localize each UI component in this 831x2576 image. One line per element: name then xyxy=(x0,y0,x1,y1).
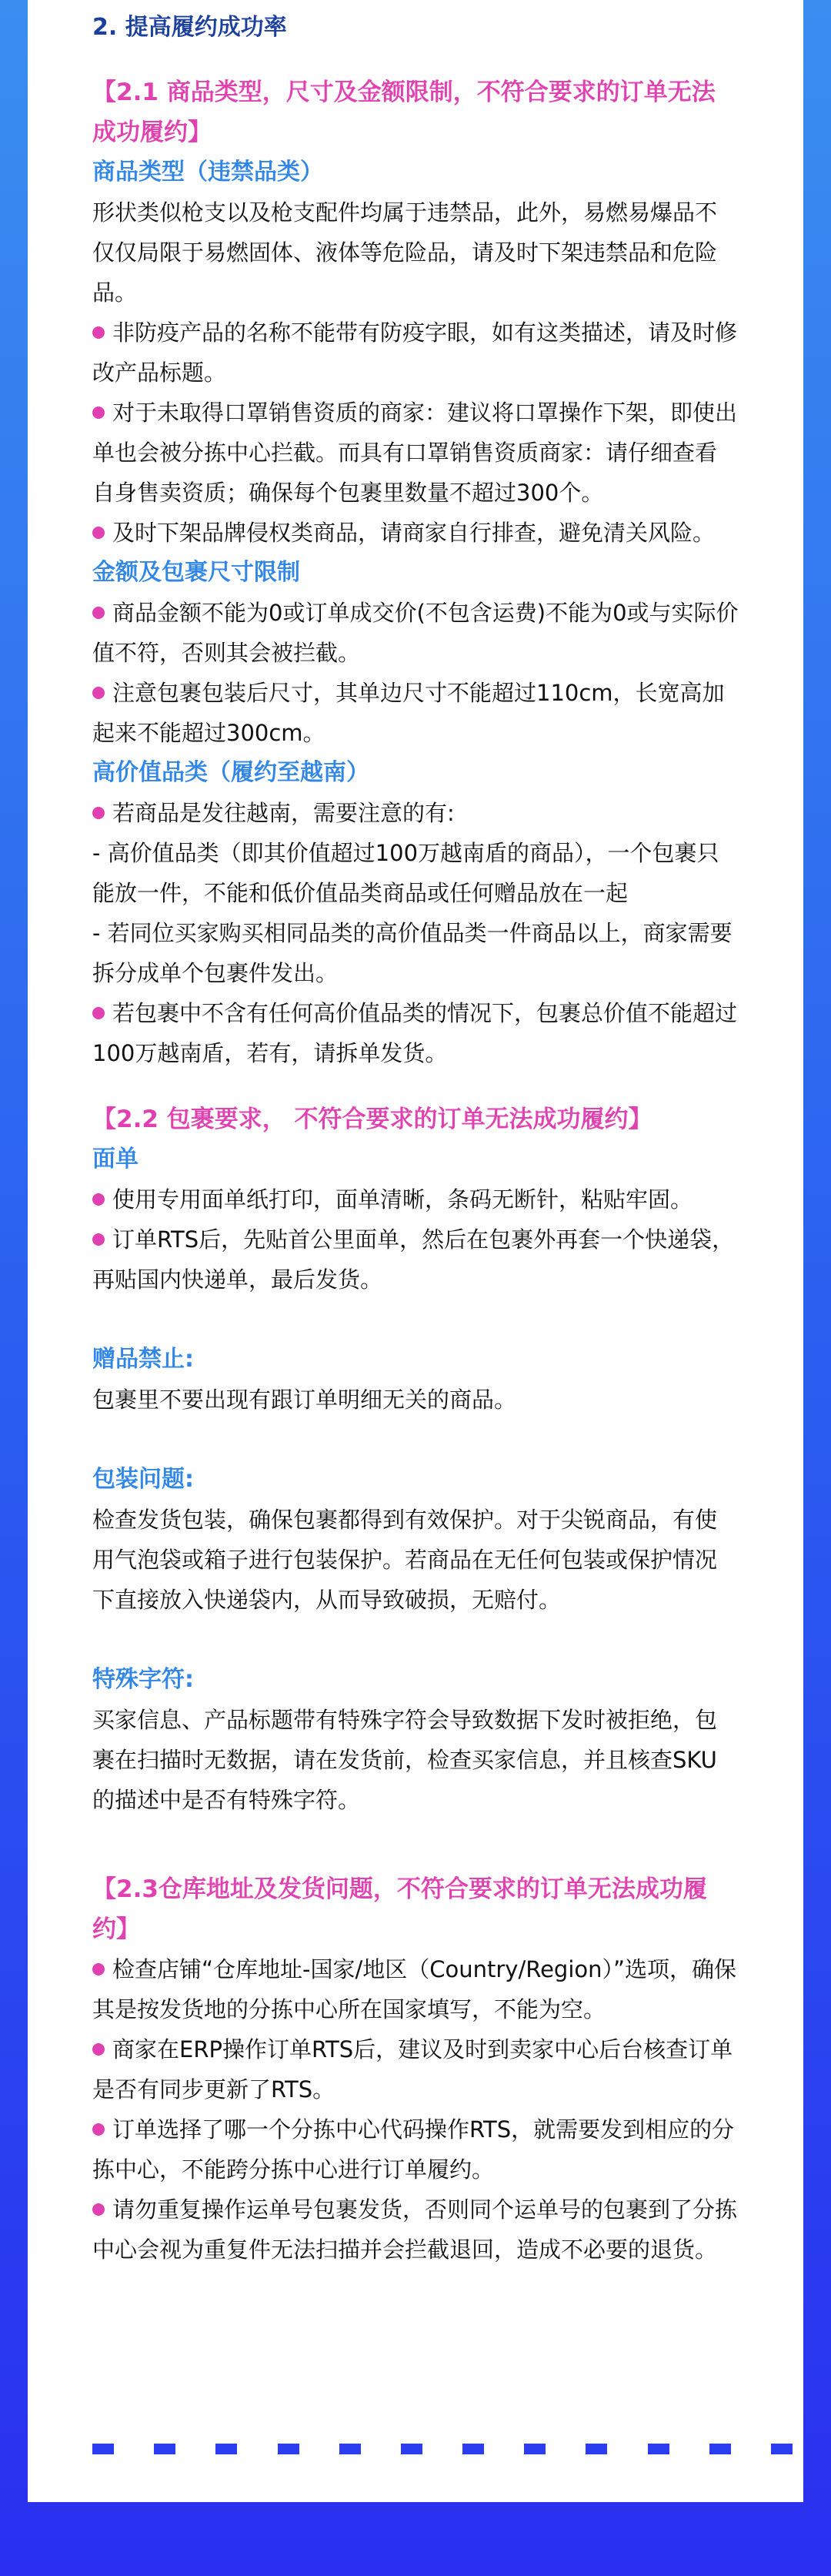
bullet-item xyxy=(92,513,739,553)
bullet-text: 使用专用面单纸打印，面单清晰，条码无断针，粘贴牢固。 xyxy=(112,1186,693,1213)
bullet-dot-icon xyxy=(92,1007,105,1019)
bullet-item xyxy=(92,2109,739,2190)
bullet-text: 若包裹中不含有任何高价值品类的情况下，包裹总价值不能超过100万越南盾，若有，请拆单发货。 xyxy=(92,1000,738,1066)
bullet-item xyxy=(92,1949,739,2029)
list-line: - 若同位买家购买相同品类的高价值品类一件商品以上，商家需要拆分成单个包裹件发出。 xyxy=(92,920,733,986)
dash-mark xyxy=(709,2444,731,2454)
bullet-dot-icon xyxy=(92,2043,105,2056)
subheading-high-value: 高价值品类（履约至越南） xyxy=(92,759,369,786)
bullet-text: 注意包裹包装后尺寸，其单边尺寸不能超过110cm，长宽高加起来不能超过300cm。 xyxy=(92,680,725,746)
bullet-item xyxy=(92,793,739,833)
page-title: 2. 提高履约成功率 xyxy=(92,14,287,41)
bullet-item xyxy=(92,2029,739,2109)
bullet-text: 请勿重复操作运单号包裹发货，否则同个运单号的包裹到了分拣中心会视为重复件无法扫描并会拦截退回，造成不必要的退货。 xyxy=(92,2196,738,2263)
subheading-prohibited-goods: 商品类型（违禁品类） xyxy=(92,159,323,186)
dash-mark xyxy=(154,2444,175,2454)
content-card xyxy=(28,0,803,2502)
bullet-item xyxy=(92,1219,739,1300)
paragraph-gifts: 包裹里不要出现有跟订单明细无关的商品。 xyxy=(92,1387,517,1413)
paragraph-special-chars: 买家信息、产品标题带有特殊字符会导致数据下发时被拒绝，包裹在扫描时无数据，请在发货前，检查买家信息，并且核查SKU的描述中是否有特殊字符。 xyxy=(92,1707,718,1813)
bullet-text: 订单选择了哪一个分拣中心代码操作RTS，就需要发到相应的分拣中心，不能跨分拣中心进行订单履约。 xyxy=(92,2116,735,2183)
list-line: - 高价值品类（即其价值超过100万越南盾的商品），一个包裹只能放一件，不能和低价值品类商品或任何赠品放在一起 xyxy=(92,840,719,906)
bullet-item xyxy=(92,593,739,673)
section-2-1-title: 【2.1 商品类型，尺寸及金额限制，不符合要求的订单无法成功履约】 xyxy=(92,79,716,146)
section-2-2-title: 【2.2 包裹要求， 不符合要求的订单无法成功履约】 xyxy=(92,1106,652,1133)
dash-mark xyxy=(462,2444,484,2454)
bullet-item xyxy=(92,313,739,393)
subheading-gifts: 赠品禁止: xyxy=(92,1346,194,1373)
subheading-amount-size: 金额及包裹尺寸限制 xyxy=(92,559,300,586)
bullet-text: 商品金额不能为0或订单成交价(不包含运费)不能为0或与实际价值不符，否则其会被拦截。 xyxy=(92,600,739,666)
bullet-item xyxy=(92,993,739,1073)
section-2-3-title: 【2.3仓库地址及发货问题，不符合要求的订单无法成功履约】 xyxy=(92,1875,707,1943)
subheading-special-chars: 特殊字符: xyxy=(92,1666,194,1693)
bullet-item xyxy=(92,393,739,513)
dash-mark xyxy=(586,2444,607,2454)
dash-mark xyxy=(92,2444,114,2454)
bullet-dot-icon xyxy=(92,326,105,339)
dash-mark xyxy=(648,2444,669,2454)
subheading-packaging: 包装问题: xyxy=(92,1466,194,1493)
dash-mark xyxy=(278,2444,299,2454)
bullet-text: 商家在ERP操作订单RTS后，建议及时到卖家中心后台核查订单是否有同步更新了RTS。 xyxy=(92,2036,733,2103)
dash-mark xyxy=(339,2444,361,2454)
bullet-dot-icon xyxy=(92,1963,105,1975)
bullet-dot-icon xyxy=(92,1233,105,1246)
paragraph-prohibited-goods: 形状类似枪支以及枪支配件均属于违禁品，此外，易燃易爆品不仅仅局限于易燃固体、液体等危险品，请及时下架违禁品和危险品。 xyxy=(92,199,718,306)
bullet-dot-icon xyxy=(92,2123,105,2136)
bullet-text: 非防疫产品的名称不能带有防疫字眼，如有这类描述，请及时修改产品标题。 xyxy=(92,319,738,386)
bullet-dot-icon xyxy=(92,607,105,619)
dash-mark xyxy=(524,2444,546,2454)
bullet-dot-icon xyxy=(92,527,105,539)
bullet-item xyxy=(92,673,739,753)
bullet-text: 检查店铺“仓库地址-国家/地区（Country/Region）”选项，确保其是按发货地的分拣中心所在国家填写，不能为空。 xyxy=(92,1956,737,2022)
dash-mark xyxy=(215,2444,237,2454)
bullet-dot-icon xyxy=(92,1193,105,1206)
bullet-text: 若商品是发往越南，需要注意的有: xyxy=(112,800,455,826)
paragraph-packaging: 检查发货包装，确保包裹都得到有效保护。对于尖锐商品，有使用气泡袋或箱子进行包装保护。若商品在无任何包装或保护情况下直接放入快递袋内，从而导致破损，无赔付。 xyxy=(92,1507,718,1613)
bullet-item xyxy=(92,2190,739,2270)
bullet-dot-icon xyxy=(92,807,105,819)
dashed-divider xyxy=(92,2444,793,2454)
bullet-text: 对于未取得口罩销售资质的商家：建议将口罩操作下架，即使出单也会被分拣中心拦截。而具有口罩销售资质商家：请仔细查看自身售卖资质；确保每个包裹里数量不超过300个。 xyxy=(92,400,738,506)
dash-mark xyxy=(401,2444,422,2454)
bullet-dot-icon xyxy=(92,2203,105,2216)
bullet-item xyxy=(92,1179,739,1219)
dash-mark xyxy=(771,2444,793,2454)
bullet-dot-icon xyxy=(92,406,105,419)
bullet-text: 订单RTS后，先贴首公里面单，然后在包裹外再套一个快递袋，再贴国内快递单，最后发货。 xyxy=(92,1226,735,1293)
subheading-waybill: 面单 xyxy=(92,1146,138,1173)
bullet-dot-icon xyxy=(92,687,105,699)
bullet-text: 及时下架品牌侵权类商品，请商家自行排查，避免清关风险。 xyxy=(112,520,716,546)
